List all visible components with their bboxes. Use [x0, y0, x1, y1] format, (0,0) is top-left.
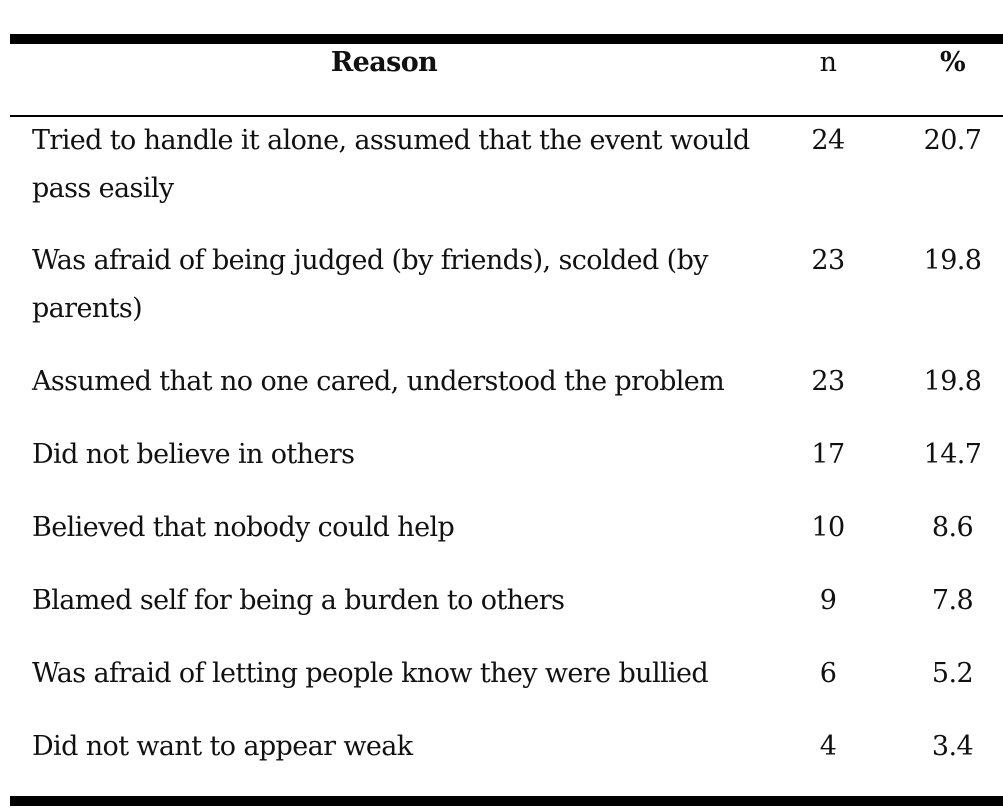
- table-bottom-rule: [10, 796, 1003, 806]
- cell-percent: 5.2: [931, 658, 974, 689]
- table-row: [10, 117, 1003, 237]
- cell-reason: Was afraid of letting people know they were bullied: [32, 658, 709, 689]
- cell-n: 17: [811, 439, 845, 470]
- cell-percent: 19.8: [923, 245, 982, 276]
- cell-percent: 19.8: [923, 366, 982, 397]
- cell-percent: 3.4: [931, 731, 974, 762]
- table-row: [10, 723, 1003, 796]
- table-row: [10, 431, 1003, 504]
- cell-percent: 8.6: [931, 512, 974, 543]
- cell-n: 10: [811, 512, 845, 543]
- cell-reason: Did not believe in others: [32, 439, 355, 470]
- cell-reason: Assumed that no one cared, understood the problem: [32, 366, 725, 397]
- cell-n: 6: [819, 658, 837, 689]
- table-row: [10, 237, 1003, 358]
- table-body: [10, 117, 1003, 796]
- cell-percent: 7.8: [931, 585, 974, 616]
- cell-percent: 20.7: [923, 125, 982, 156]
- table-row: [10, 577, 1003, 650]
- header-reason: Reason: [330, 47, 438, 78]
- cell-n: 23: [811, 245, 845, 276]
- cell-reason: Blamed self for being a burden to others: [32, 585, 565, 616]
- table-row: [10, 358, 1003, 431]
- table-header: [10, 44, 1003, 115]
- cell-reason: Believed that nobody could help: [32, 512, 455, 543]
- cell-n: 23: [811, 366, 845, 397]
- table-row: [10, 650, 1003, 723]
- header-n: n: [819, 47, 837, 78]
- header-percent: %: [939, 47, 966, 78]
- table-row: [10, 504, 1003, 577]
- cell-reason: Was afraid of being judged (by friends), scolded (by parents): [32, 245, 708, 324]
- table-top-rule: [10, 34, 1003, 44]
- cell-n: 9: [819, 585, 837, 616]
- cell-reason: Did not want to appear weak: [32, 731, 413, 762]
- cell-n: 24: [811, 125, 845, 156]
- cell-n: 4: [819, 731, 837, 762]
- cell-reason: Tried to handle it alone, assumed that the event would pass easily: [32, 125, 750, 204]
- cell-percent: 14.7: [923, 439, 982, 470]
